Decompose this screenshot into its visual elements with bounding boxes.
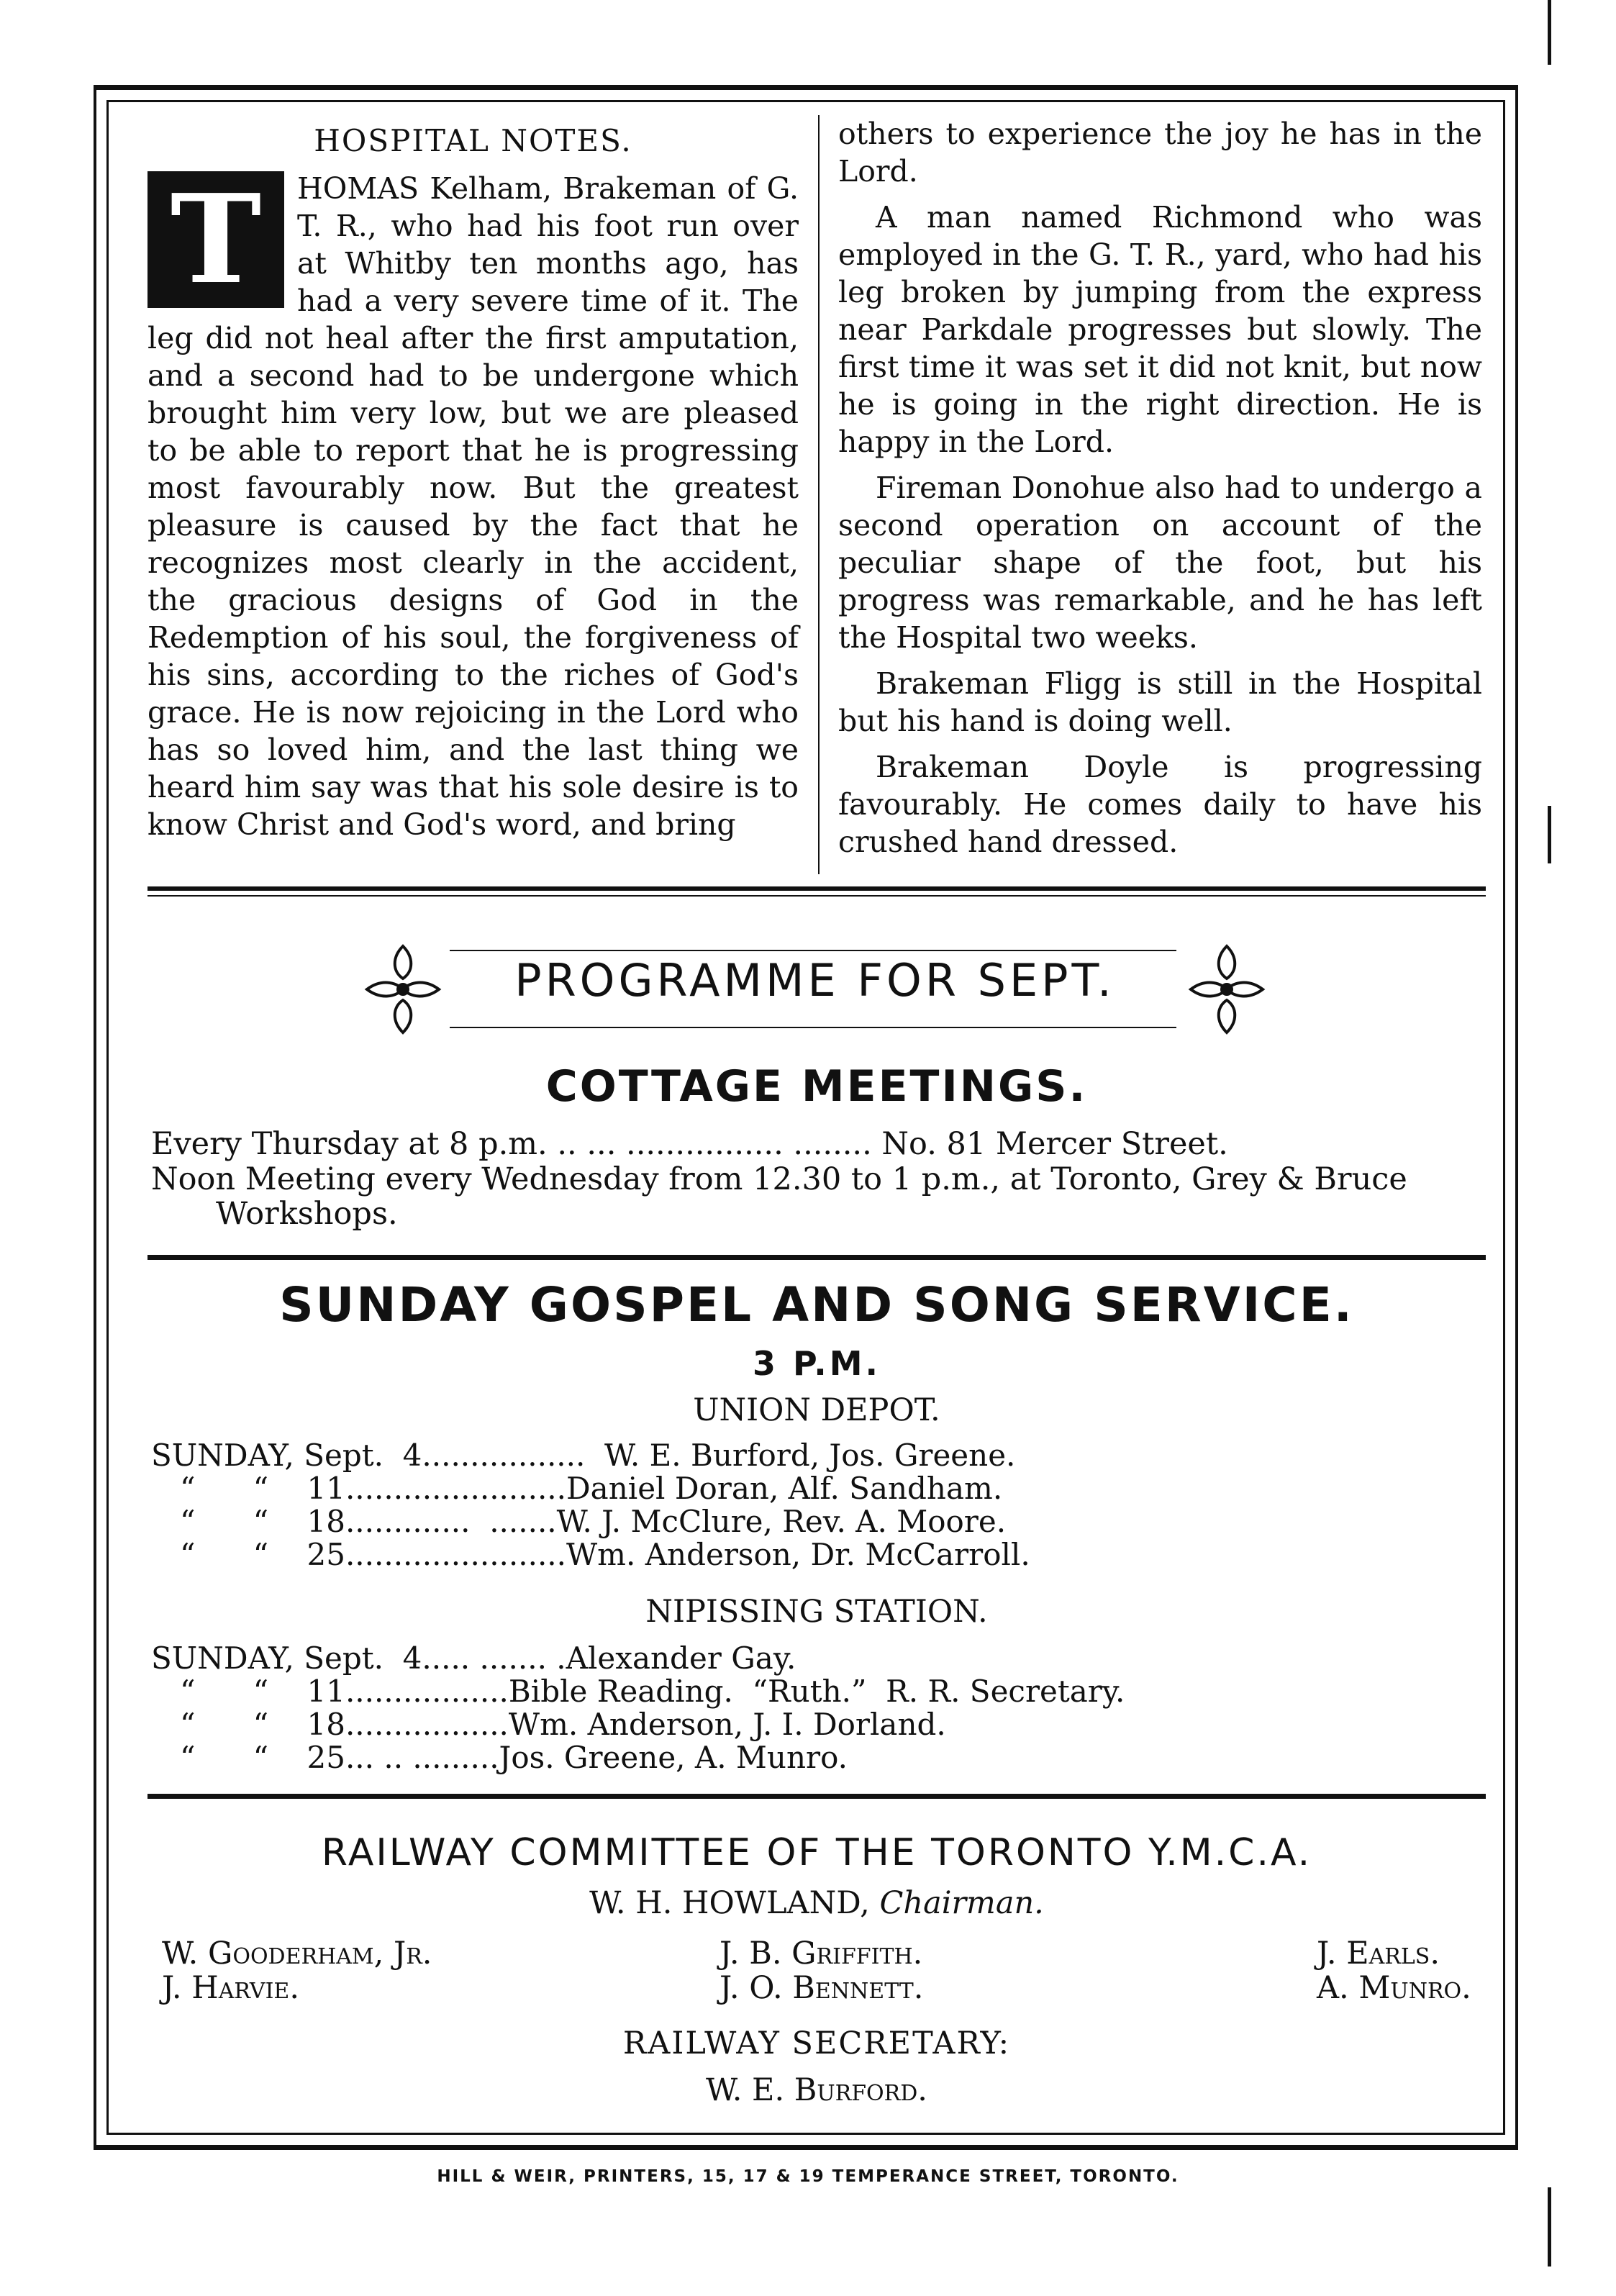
hospital-notes-left-column	[147, 115, 799, 852]
hospital-notes-paragraph: Fireman Donohue also had to undergo a second operation on account of the peculiar shape of the foot, but his progress was remarkable, and he has left the Hospital two weeks.	[838, 471, 1482, 655]
committee-member: J. Earls.	[1317, 1936, 1440, 1971]
printer-imprint: HILL & WEIR, PRINTERS, 15, 17 & 19 TEMPERANCE STREET, TORONTO.	[437, 2167, 1179, 2186]
section-divider	[147, 886, 1486, 891]
drop-cap-letter: T	[147, 171, 284, 308]
page-edge-mark	[1548, 0, 1551, 65]
hospital-notes-paragraph: HOMAS Kelham, Brakeman of G. T. R., who had his foot run over at Whitby ten months ago, has had a very severe time of it. The leg did not heal after the first amputation, and a second had to be undergone which brought him very low, but we are pleased to be able to report that he is progressing most favourably now. But the greatest pleasure is caused by the fact that he recognizes most clearly in the accident, the gracious designs of God in the Redemption of his soul, the forgiveness of his sins, according to the riches of God's grace. He is now rejoicing in the Lord who has so loved him, and the last thing we heard him say was that his sole desire is to know Christ and God's word, and bring	[147, 171, 799, 842]
hospital-notes-paragraph: others to experience the joy he has in the Lord.	[838, 117, 1482, 189]
cottage-line: Noon Meeting every Wednesday from 12.30 to 1 p.m., at Toronto, Grey & Bruce	[151, 1161, 1407, 1197]
hospital-notes-paragraph: A man named Richmond who was employed in the G. T. R., yard, who had his leg broken by jumping from the express near Parkdale progresses but slowly. The first time it was set it did not knit, but now he is going in the right direction. He is happy in the Lord.	[838, 200, 1482, 459]
nipissing-schedule-row: SUNDAY, Sept. 4..... ....... .Alexander Gay.	[151, 1641, 796, 1676]
cottage-line: Every Thursday at 8 p.m. .. ... ................ ........ No. 81 Mercer Street.	[151, 1126, 1228, 1162]
sunday-service-title: SUNDAY GOSPEL AND SONG SERVICE.	[279, 1277, 1354, 1333]
hospital-notes-paragraph: Brakeman Fligg is still in the Hospital but his hand is doing well.	[838, 666, 1482, 738]
nipissing-schedule-row: “ “ 18.................Wm. Anderson, J. I. Dorland.	[151, 1707, 946, 1742]
union-depot-heading: UNION DEPOT.	[693, 1392, 940, 1428]
page-edge-mark	[1548, 2187, 1551, 2266]
page-edge-mark	[1548, 806, 1551, 863]
union-schedule-row: “ “ 18............. .......W. J. McClure, Rev. A. Moore.	[151, 1504, 1007, 1539]
committee-member: J. O. Bennett.	[720, 1970, 924, 2006]
section-divider	[147, 1255, 1486, 1260]
sunday-service-time: 3 P.M.	[752, 1344, 881, 1383]
secretary-name: W. E. Burford.	[706, 2072, 927, 2108]
programme-title: PROGRAMME FOR SEPT.	[514, 954, 1115, 1007]
union-schedule-row: “ “ 11.......................Daniel Doran, Alf. Sandham.	[151, 1471, 1003, 1506]
section-divider	[147, 1794, 1486, 1799]
committee-member: A. Munro.	[1317, 1970, 1471, 2006]
programme-banner	[363, 935, 1266, 1043]
union-schedule-row: SUNDAY, Sept. 4................. W. E. Burford, Jos. Greene.	[151, 1438, 1016, 1473]
hospital-notes-right-column	[838, 115, 1482, 869]
committee-member: W. Gooderham, Jr.	[162, 1936, 432, 1971]
ornament-right-icon	[1187, 943, 1266, 1036]
secretary-heading: RAILWAY SECRETARY:	[622, 2025, 1011, 2061]
cottage-line: Workshops.	[216, 1196, 398, 1232]
chairman-line	[147, 1885, 1486, 1921]
chairman-name: W. H. HOWLAND,	[589, 1885, 870, 1921]
committee-member: J. B. Griffith.	[720, 1936, 923, 1971]
cottage-meetings-title: COTTAGE MEETINGS.	[545, 1061, 1088, 1112]
column-divider	[818, 115, 820, 874]
hospital-notes-paragraph: Brakeman Doyle is progressing favourably. He comes daily to have his crushed hand dressed.	[838, 750, 1482, 859]
nipissing-schedule-row: “ “ 25... .. .........Jos. Greene, A. Munro.	[151, 1740, 848, 1775]
section-divider	[147, 895, 1486, 897]
nipissing-schedule-row: “ “ 11.................Bible Reading. “Ruth.” R. R. Secretary.	[151, 1674, 1125, 1709]
hospital-notes-title: HOSPITAL NOTES.	[314, 123, 632, 158]
committee-title: RAILWAY COMMITTEE OF THE TORONTO Y.M.C.A.	[321, 1831, 1312, 1874]
committee-member: J. Harvie.	[162, 1970, 300, 2006]
union-schedule-row: “ “ 25.......................Wm. Anderson, Dr. McCarroll.	[151, 1537, 1030, 1572]
chairman-role: Chairman.	[879, 1885, 1044, 1921]
nipissing-station-heading: NIPISSING STATION.	[645, 1594, 988, 1630]
